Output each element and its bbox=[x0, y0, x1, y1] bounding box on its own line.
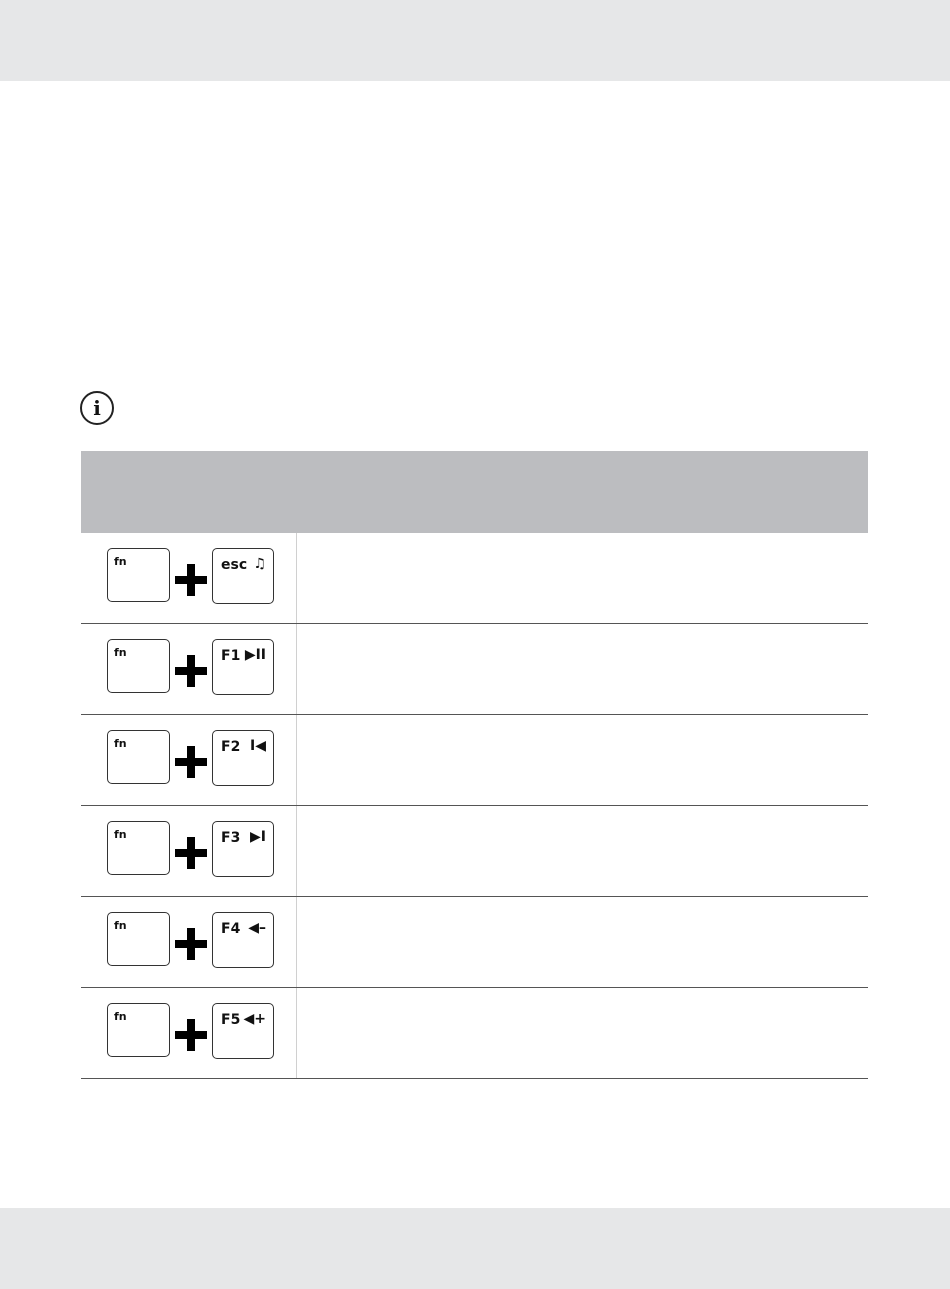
fn-key bbox=[107, 639, 170, 693]
plus-icon bbox=[175, 928, 207, 960]
fn-key bbox=[107, 1003, 170, 1057]
function-key bbox=[212, 639, 274, 695]
function-key-label: F3 bbox=[221, 830, 241, 846]
fn-key-label: fn bbox=[114, 828, 127, 841]
function-key-label: F4 bbox=[221, 921, 241, 937]
column-divider bbox=[296, 533, 297, 623]
fn-key-label: fn bbox=[114, 646, 127, 659]
fn-key bbox=[107, 548, 170, 602]
table-row bbox=[81, 715, 868, 806]
function-key bbox=[212, 821, 274, 877]
function-key bbox=[212, 730, 274, 786]
function-key-label: esc bbox=[221, 557, 248, 573]
fn-key bbox=[107, 821, 170, 875]
plus-icon bbox=[175, 746, 207, 778]
table-row bbox=[81, 624, 868, 715]
plus-icon bbox=[175, 655, 207, 687]
table-row bbox=[81, 897, 868, 988]
column-divider bbox=[296, 897, 297, 987]
fn-key-label: fn bbox=[114, 1010, 127, 1023]
table-header bbox=[81, 451, 868, 533]
function-key-label: F2 bbox=[221, 739, 241, 755]
bottom-band bbox=[0, 1208, 950, 1289]
table-row bbox=[81, 806, 868, 897]
fn-key bbox=[107, 912, 170, 966]
fn-key-label: fn bbox=[114, 555, 127, 568]
volume-up-icon: ◀+ bbox=[243, 1011, 266, 1027]
volume-down-icon: ◀– bbox=[248, 920, 266, 936]
function-key-label: F1 bbox=[221, 648, 241, 664]
table-row bbox=[81, 988, 868, 1079]
function-key-label: F5 bbox=[221, 1012, 241, 1028]
next-track-icon: ▶I bbox=[250, 829, 266, 845]
shortcut-table bbox=[81, 451, 868, 1079]
column-divider bbox=[296, 715, 297, 805]
plus-icon bbox=[175, 837, 207, 869]
plus-icon bbox=[175, 1019, 207, 1051]
function-key bbox=[212, 548, 274, 604]
column-divider bbox=[296, 806, 297, 896]
column-divider bbox=[296, 988, 297, 1078]
music-note-icon: ♫ bbox=[253, 556, 266, 572]
info-icon: i bbox=[80, 391, 114, 425]
function-key bbox=[212, 912, 274, 968]
fn-key-label: fn bbox=[114, 737, 127, 750]
play-pause-icon: ▶II bbox=[244, 647, 266, 663]
column-divider bbox=[296, 624, 297, 714]
table-row bbox=[81, 533, 868, 624]
top-band bbox=[0, 0, 950, 81]
fn-key-label: fn bbox=[114, 919, 127, 932]
plus-icon bbox=[175, 564, 207, 596]
previous-track-icon: I◀ bbox=[250, 738, 266, 754]
function-key bbox=[212, 1003, 274, 1059]
fn-key bbox=[107, 730, 170, 784]
